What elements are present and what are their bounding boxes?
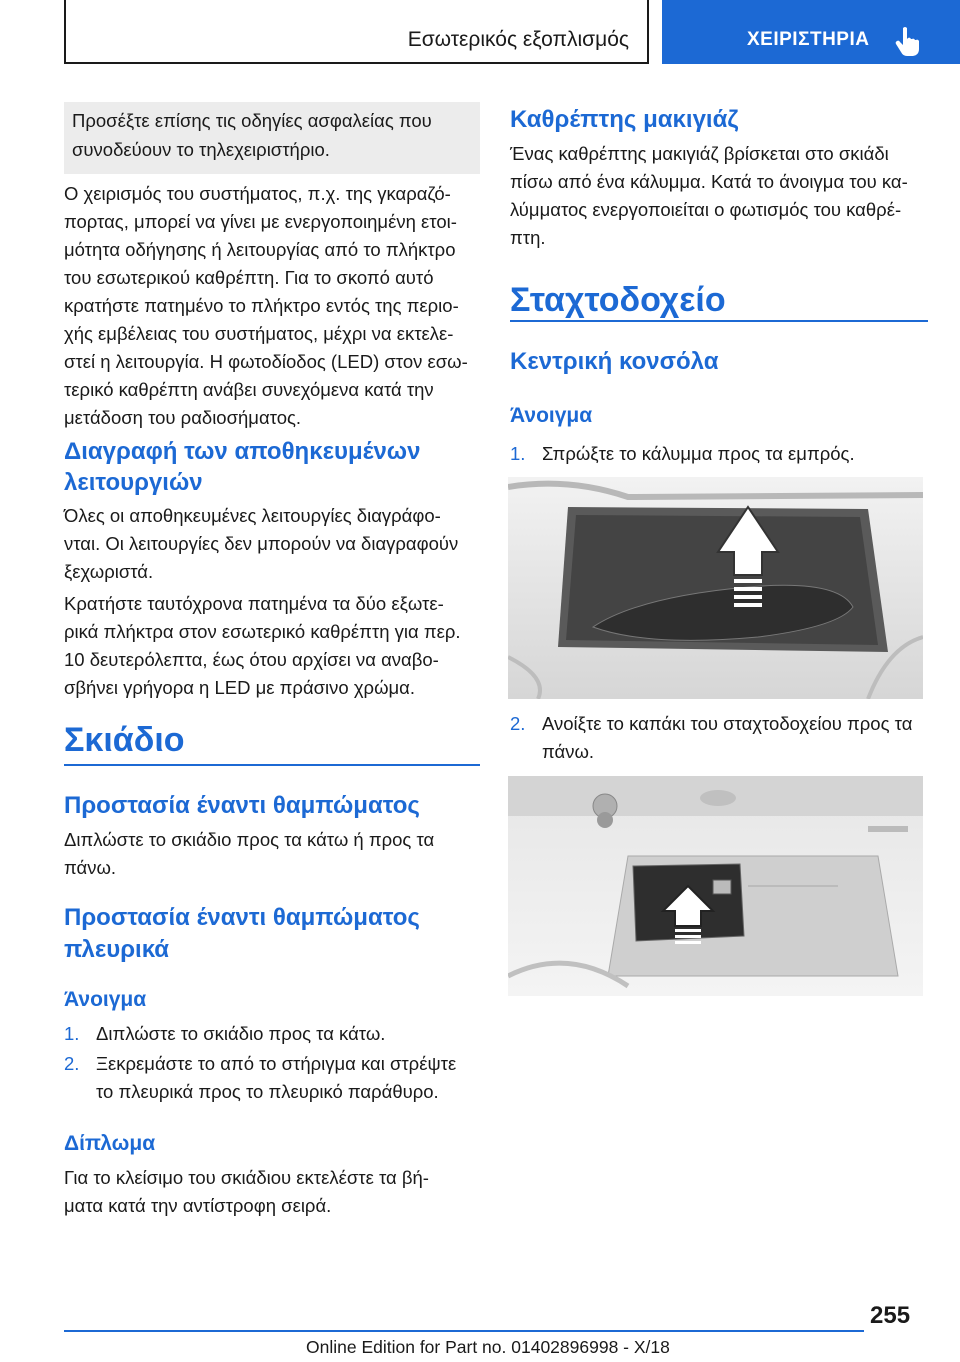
text-line: μετάδοση του ραδιοσήματος.: [64, 407, 302, 428]
step-text: Ξεκρεμάστε το από το στήριγμα και στρέψτε: [96, 1053, 457, 1074]
safety-note: [64, 102, 480, 174]
text-line: πίσω από ένα κάλυμμα. Κατά το άνοιγμα του κα-: [510, 171, 908, 192]
text-line: Ένας καθρέπτης μακιγιάζ βρίσκεται στο σκιάδι: [510, 143, 889, 164]
text-line: νται. Οι λειτουργίες δεν μπορούν να διαγραφούν: [64, 533, 459, 554]
text-line: κρατήστε πατημένο το πλήκτρο εντός της περιο-: [64, 295, 459, 316]
text-line: λύμματος ενεργοποιείται ο φωτισμός του καθρέ-: [510, 199, 902, 220]
text-line: πορτας, μπορεί να γίνει με ενεργοποιημένη ετοι-: [64, 211, 457, 232]
header-section-box: [64, 0, 649, 64]
text-line: Ο χειρισμός του συστήματος, π.χ. της γκαραζό-: [64, 183, 451, 204]
hand-pointer-icon: [894, 26, 920, 56]
text-line: τερικό καθρέπτη ανάβει συνεχόμενα κατά την: [64, 379, 434, 400]
ashtray-lid-photo: [508, 776, 923, 996]
console-cover-illustration: [508, 477, 923, 699]
heading-makeup-mirror: Καθρέπτης μακιγιάζ: [510, 106, 739, 133]
text-line: 10 δευτερόλεπτα, έως ότου αρχίσει να αναβο-: [64, 649, 439, 670]
ashtray-lid-illustration: [508, 776, 923, 996]
heading-ashtray: Σταχτοδοχείο: [510, 281, 726, 319]
heading-sunvisor: Σκιάδιο: [64, 721, 185, 759]
note-line: συνοδεύουν το τηλεχειριστήριο.: [72, 139, 330, 160]
heading-glare: Προστασία έναντι θαμπώματος: [64, 792, 420, 819]
text-line: Διπλώστε το σκιάδιο προς τα κάτω ή προς τα: [64, 829, 435, 850]
chapter-tab[interactable]: [662, 0, 960, 64]
text-line: χής εμβέλειας του συστήματος, μέχρι να εκτελε-: [64, 323, 454, 344]
step-text: Ανοίξτε το καπάκι του σταχτοδοχείου προς τα: [542, 713, 913, 734]
step-number: 1.: [510, 443, 526, 464]
section-title: Εσωτερικός εξοπλισμός: [407, 28, 629, 51]
heading-glare-side: Προστασία έναντι θαμπώματος: [64, 904, 420, 931]
text-line: πάνω.: [64, 857, 117, 878]
heading-rule: [510, 320, 928, 322]
text-line: Για το κλείσιμο του σκιάδιου εκτελέστε τα βή-: [64, 1167, 429, 1188]
step-text: Διπλώστε το σκιάδιο προς τα κάτω.: [96, 1023, 386, 1044]
step-number: 2.: [510, 713, 526, 734]
text-line: ρικά πλήκτρα στον εσωτερικό καθρέπτη για περ.: [64, 621, 461, 642]
heading-center-console: Κεντρική κονσόλα: [510, 348, 719, 375]
step-number: 1.: [64, 1023, 80, 1044]
step-text: πάνω.: [542, 741, 595, 762]
subheading-fold: Δίπλωμα: [64, 1132, 156, 1155]
console-cover-photo: [508, 477, 923, 699]
step-text: Σπρώξτε το κάλυμμα προς τα εμπρός.: [542, 443, 855, 464]
text-line: ματα κατά την αντίστροφη σειρά.: [64, 1195, 332, 1216]
text-line: στεί η λειτουργία. Η φωτοδίοδος (LED) στον εσω-: [64, 351, 468, 372]
heading-delete-cont: λειτουργιών: [64, 469, 203, 496]
text-line: Κρατήστε ταυτόχρονα πατημένα τα δύο εξωτε-: [64, 593, 444, 614]
text-line: του εσωτερικού καθρέπτη. Για το σκοπό αυτό: [64, 267, 434, 288]
text-line: σβήνει γρήγορα η LED με πράσινο χρώμα.: [64, 677, 416, 698]
heading-glare-side-cont: πλευρικά: [64, 936, 170, 963]
text-line: μότητα οδήγησης ή λειτουργίας από το πλήκτρο: [64, 239, 456, 260]
subheading-open: Άνοιγμα: [64, 988, 147, 1011]
footer-rule: [64, 1330, 864, 1332]
chapter-tab-label: ΧΕΙΡΙΣΤΗΡΙΑ: [747, 29, 870, 50]
text-line: πτη.: [510, 227, 546, 248]
step-text: το πλευρικά προς το πλευρικό παράθυρο.: [96, 1081, 439, 1102]
text-line: Όλες οι αποθηκευμένες λειτουργίες διαγράφο-: [64, 505, 441, 526]
footer-edition: Online Edition for Part no. 01402896998 - X/18: [306, 1337, 670, 1357]
page-number: 255: [870, 1302, 911, 1329]
step-number: 2.: [64, 1053, 80, 1074]
heading-rule: [64, 764, 480, 766]
note-line: Προσέξτε επίσης τις οδηγίες ασφαλείας που: [72, 110, 432, 131]
heading-delete: Διαγραφή των αποθηκευμένων: [64, 438, 421, 465]
text-line: ξεχωριστά.: [64, 561, 154, 582]
subheading-open: Άνοιγμα: [510, 404, 593, 427]
